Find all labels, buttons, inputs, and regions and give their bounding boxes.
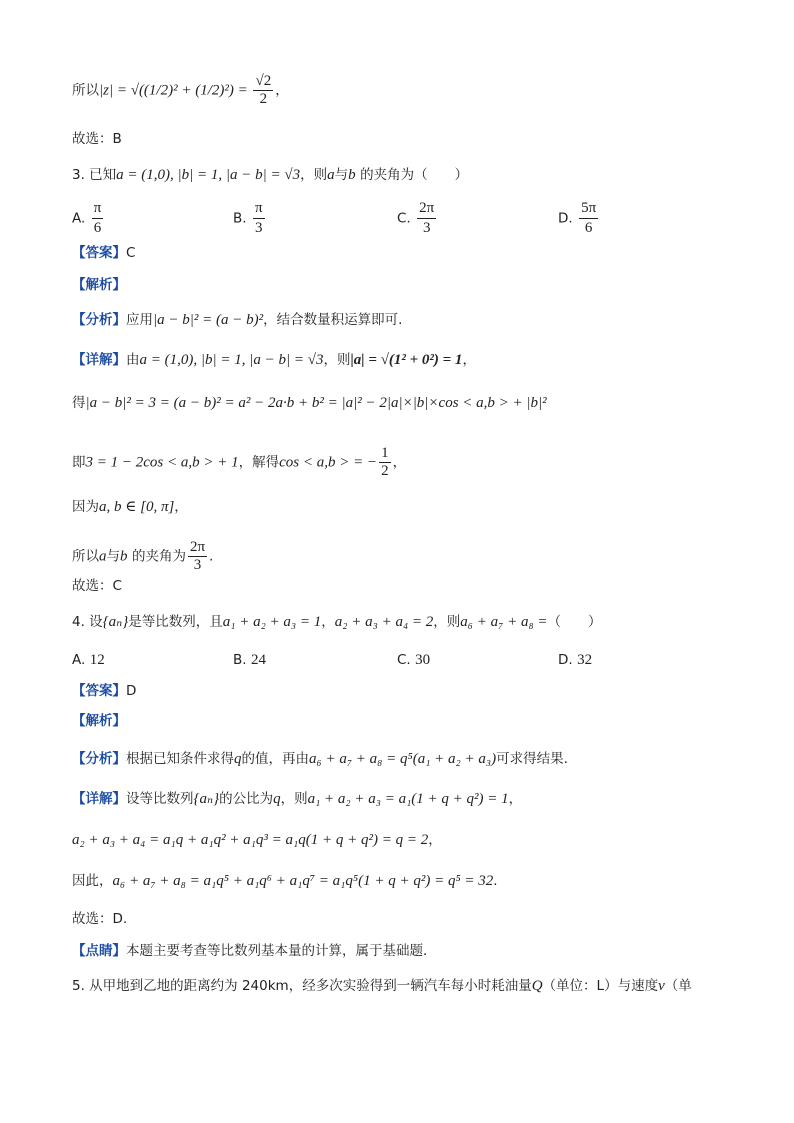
q3-option-d: D. $\frac{5\pi}{6}$: [558, 200, 597, 236]
fenxi-3: 【分析】应用|a − b|² = (a − b)²，结合数量积运算即可.: [72, 312, 403, 328]
dianjing-4: 【点睛】本题主要考查等比数列基本量的计算，属于基础题．: [72, 943, 437, 959]
q3-option-c: C. $\frac{2\pi}{3}$: [397, 200, 435, 236]
xiangjie-3-line1: 【详解】由a = (1,0), |b| = 1, |a − b| = √3，则|a| = √(1² + 0²) = 1，: [72, 352, 476, 368]
xiangjie-3-line3: 即3 = 1 − 2cos < a,b > + 1，解得cos < a,b > = − $\frac{1}{2}$ ，: [72, 445, 407, 479]
xiangjie-4-line2: a₂ + a₃ + a₄ = a₁q + a₁q² + a₁q³ = a₁q(1 + q + q²) = q = 2，: [72, 832, 442, 848]
answer-3: 【答案】C: [72, 245, 136, 261]
question-3: 3. 已知a = (1,0), |b| = 1, |a − b| = √3，则a与b 的夹角为（ ）: [72, 167, 469, 183]
line-abs-z: 所以|z| = √((1/2)² + (1/2)²) = $\frac{√2}{2}$ ，: [72, 73, 289, 107]
fenxi-4: 【分析】根据已知条件求得q的值，再由a₆ + a₇ + a₈ = q⁵(a₁ + a₂ + a₃)可求得结果.: [72, 751, 568, 767]
jiexi-4: 【解析】: [72, 713, 126, 729]
answer-4: 【答案】D: [72, 683, 137, 699]
q3-option-b: B. $\frac{\pi}{3}$: [233, 200, 263, 236]
xiangjie-3-line2: 得|a − b|² = 3 = (a − b)² = a² − 2a·b + b² = |a|² − 2|a|×|b|×cos < a,b > + |b|²: [72, 395, 547, 411]
jiexi-3: 【解析】: [72, 277, 126, 293]
xiangjie-4-line1: 【详解】设等比数列{aₙ}的公比为q，则a₁ + a₂ + a₃ = a₁(1 + q + q²) = 1，: [72, 791, 523, 807]
q4-option-c: C. 30: [397, 652, 431, 668]
question-5: 5. 从甲地到乙地的距离约为 240km，经多次实验得到一辆汽车每小时耗油量Q（单位：L）与速度v（单: [72, 978, 692, 994]
xiangjie-4-line3: 因此，a₆ + a₇ + a₈ = a₁q⁵ + a₁q⁶ + a₁q⁷ = a₁q⁵(1 + q + q²) = q⁵ = 32.: [72, 873, 498, 889]
q4-option-a: A. 12: [72, 652, 105, 668]
xiangjie-3-line5: 所以a与b 的夹角为 $\frac{2\pi}{3}$ .: [72, 539, 214, 573]
question-4: 4. 设{aₙ}是等比数列，且a₁ + a₂ + a₃ = 1，a₂ + a₃ + a₄ = 2，则a₆ + a₇ + a₈ =（ ）: [72, 614, 602, 630]
sqrt2-over-2: $\frac{√2}{2}$: [255, 73, 272, 107]
q4-option-d: D. 32: [558, 652, 593, 668]
q4-option-b: B. 24: [233, 652, 267, 668]
q3-option-a: A. $\frac{\pi}{6}$: [72, 200, 102, 236]
xiangjie-3-line4: 因为a, b ∈ [0, π]，: [72, 499, 188, 515]
choose-b: 故选：B: [72, 131, 122, 147]
choose-c: 故选：C: [72, 578, 122, 594]
choose-d: 故选：D.: [72, 911, 128, 927]
abs-z-expr: |z| = √((1/2)² + (1/2)²) =: [99, 82, 252, 99]
